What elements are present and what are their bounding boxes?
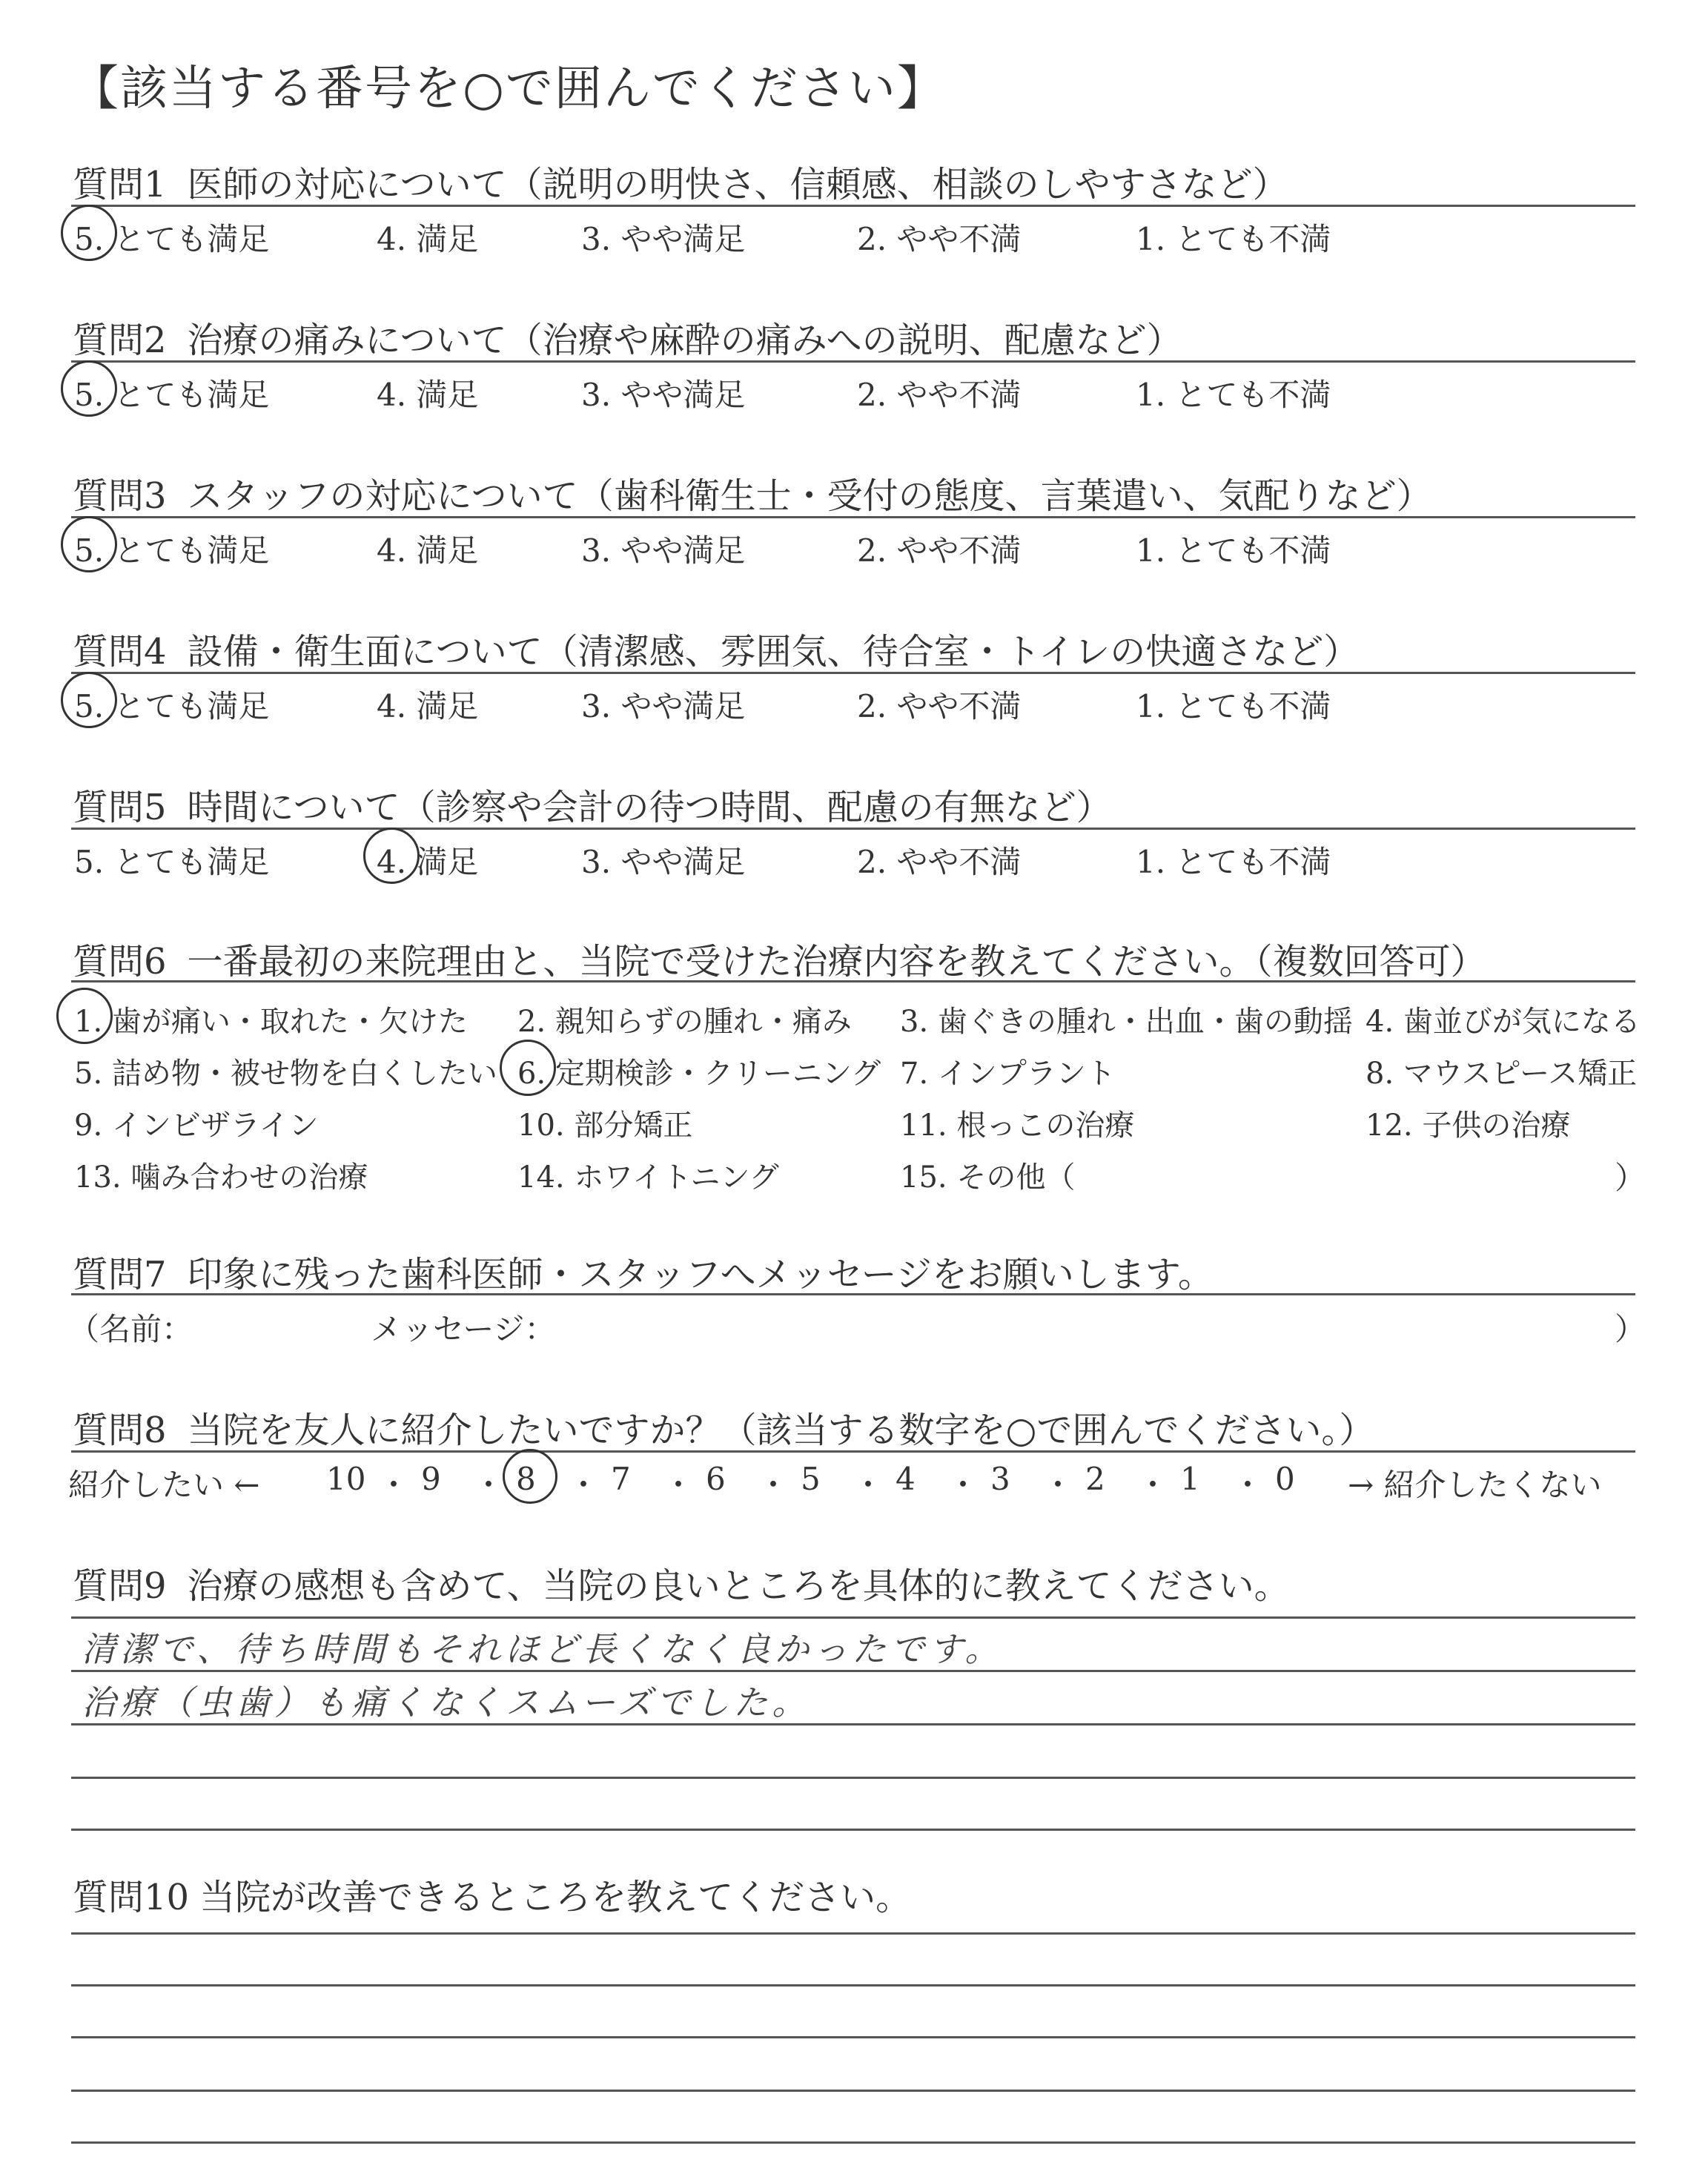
question-1-title bbox=[73, 156, 1288, 207]
question-6-text: 一番最初の来院理由と、当院で受けた治療内容を教えてください。（複数回答可） bbox=[187, 941, 1486, 982]
question-4-text: 設備・衛生面について（清潔感、雰囲気、待合室・トイレの快適さなど） bbox=[187, 631, 1360, 673]
rating-option-3[interactable]: 3. やや満足 bbox=[581, 377, 746, 413]
question-8-text: 当院を友人に紹介したいですか？（該当する数字を○で囲んでください。） bbox=[187, 1410, 1375, 1451]
question-7-text: 印象に残った歯科医師・スタッフへメッセージをお願いします。 bbox=[187, 1254, 1214, 1295]
question-3-number: 質問3 bbox=[73, 475, 167, 517]
q8-scale-6[interactable]: 6 bbox=[706, 1461, 726, 1497]
divider bbox=[71, 1450, 1635, 1453]
rating-option-2[interactable]: 2. やや不満 bbox=[857, 688, 1022, 724]
q8-right-label: → 紹介したくない bbox=[1348, 1467, 1602, 1503]
rating-option-4[interactable]: 4. 満足 bbox=[377, 377, 479, 413]
question-2-options bbox=[68, 371, 1640, 415]
q8-separator: ・ bbox=[1232, 1467, 1264, 1503]
q6-option-10[interactable]: 10. 部分矯正 bbox=[517, 1109, 693, 1143]
rating-option-2[interactable]: 2. やや不満 bbox=[857, 377, 1022, 413]
question-8-number: 質問8 bbox=[73, 1410, 167, 1451]
rating-option-4[interactable]: 4. 満足 bbox=[377, 688, 479, 724]
question-3-title bbox=[73, 467, 1432, 518]
question-2-text: 治療の痛みについて（治療や麻酔の痛みへの説明、配慮など） bbox=[187, 320, 1182, 361]
q8-scale-5[interactable]: 5 bbox=[801, 1461, 821, 1497]
question-9-number: 質問9 bbox=[73, 1565, 167, 1607]
question-3-text: スタッフの対応について（歯科衛生士・受付の態度、言葉遣い、気配りなど） bbox=[187, 475, 1432, 517]
q8-scale-1[interactable]: 1 bbox=[1180, 1461, 1200, 1497]
q8-separator: ・ bbox=[947, 1467, 979, 1503]
q6-option-3[interactable]: 3. 歯ぐきの腫れ・出血・歯の動揺 bbox=[900, 1005, 1353, 1039]
rating-option-3[interactable]: 3. やや満足 bbox=[581, 532, 746, 569]
rating-option-3[interactable]: 3. やや満足 bbox=[581, 221, 746, 257]
q8-separator: ・ bbox=[1042, 1467, 1074, 1503]
answer-line bbox=[71, 1829, 1635, 1831]
q6-option-12[interactable]: 12. 子供の治療 bbox=[1366, 1109, 1571, 1143]
answer-line bbox=[71, 2090, 1635, 2092]
rating-option-2[interactable]: 2. やや不満 bbox=[857, 844, 1022, 880]
question-5-options bbox=[68, 838, 1640, 882]
answer-line bbox=[71, 1984, 1635, 1986]
divider bbox=[71, 828, 1635, 830]
rating-option-5[interactable]: 5. とても満足 bbox=[74, 221, 270, 257]
rating-option-5[interactable]: 5. とても満足 bbox=[74, 532, 270, 569]
rating-option-4[interactable]: 4. 満足 bbox=[377, 844, 479, 880]
q6-option-5[interactable]: 5. 詰め物・被せ物を白くしたい bbox=[74, 1057, 497, 1091]
q8-scale-10[interactable]: 10 bbox=[326, 1461, 366, 1497]
q6-option-9[interactable]: 9. インビザライン bbox=[74, 1109, 319, 1143]
rating-option-3[interactable]: 3. やや満足 bbox=[581, 844, 746, 880]
rating-option-5[interactable]: 5. とても満足 bbox=[74, 844, 270, 880]
rating-option-3[interactable]: 3. やや満足 bbox=[581, 688, 746, 724]
rating-option-5[interactable]: 5. とても満足 bbox=[74, 688, 270, 724]
q8-separator: ・ bbox=[378, 1467, 410, 1503]
question-4-options bbox=[68, 682, 1640, 727]
rating-option-1[interactable]: 1. とても不満 bbox=[1136, 377, 1331, 413]
q9-handwritten-answer-2: 治療（虫歯）も痛くなくスムーズでした。 bbox=[82, 1682, 811, 1723]
rating-option-2[interactable]: 2. やや不満 bbox=[857, 221, 1022, 257]
question-7-title bbox=[73, 1246, 1214, 1297]
question-10-text: 当院が改善できるところを教えてください。 bbox=[199, 1877, 912, 1918]
question-3-options bbox=[68, 526, 1640, 571]
q8-separator: ・ bbox=[663, 1467, 695, 1503]
q8-scale-9[interactable]: 9 bbox=[421, 1461, 441, 1497]
q6-option-6[interactable]: 6. 定期検診・クリーニング bbox=[517, 1057, 881, 1091]
rating-option-2[interactable]: 2. やや不満 bbox=[857, 532, 1022, 569]
answer-line bbox=[71, 1777, 1635, 1779]
q8-separator: ・ bbox=[568, 1467, 600, 1503]
q7-message-label: メッセージ： bbox=[371, 1311, 556, 1347]
question-1-text: 医師の対応について（説明の明快さ、信頼感、相談のしやすさなど） bbox=[187, 164, 1288, 205]
q7-name-label: （名前： bbox=[68, 1311, 193, 1347]
question-10-number: 質問10 bbox=[73, 1877, 190, 1918]
rating-option-1[interactable]: 1. とても不満 bbox=[1136, 221, 1331, 257]
rating-option-1[interactable]: 1. とても不満 bbox=[1136, 532, 1331, 569]
rating-option-4[interactable]: 4. 満足 bbox=[377, 221, 479, 257]
q8-scale-2[interactable]: 2 bbox=[1085, 1461, 1105, 1497]
question-1-options bbox=[68, 215, 1640, 260]
rating-option-1[interactable]: 1. とても不満 bbox=[1136, 844, 1331, 880]
divider bbox=[71, 516, 1635, 518]
question-7-number: 質問7 bbox=[73, 1254, 167, 1295]
question-4-number: 質問4 bbox=[73, 631, 167, 673]
q6-option-7[interactable]: 7. インプラント bbox=[900, 1057, 1116, 1091]
rating-option-1[interactable]: 1. とても不満 bbox=[1136, 688, 1331, 724]
question-5-text: 時間について（診察や会計の待つ時間、配慮の有無など） bbox=[187, 787, 1112, 828]
q9-handwritten-answer-1: 清潔で、待ち時間もそれほど長くなく良かったです。 bbox=[82, 1629, 1004, 1669]
q8-separator: ・ bbox=[1137, 1467, 1169, 1503]
question-9-text: 治療の感想も含めて、当院の良いところを具体的に教えてください。 bbox=[187, 1565, 1290, 1607]
answer-line bbox=[71, 2036, 1635, 2038]
q6-option-15[interactable]: 15. その他（ bbox=[900, 1160, 1076, 1195]
question-10-title bbox=[73, 1869, 911, 1920]
question-5-number: 質問5 bbox=[73, 787, 167, 828]
q6-option-13[interactable]: 13. 噛み合わせの治療 bbox=[74, 1160, 368, 1195]
divider bbox=[71, 672, 1635, 674]
rating-option-5[interactable]: 5. とても満足 bbox=[74, 377, 270, 413]
divider bbox=[71, 360, 1635, 363]
page-title: 【該当する番号を○で囲んでください】 bbox=[71, 62, 946, 116]
q6-option-1[interactable]: 1. 歯が痛い・取れた・欠けた bbox=[74, 1005, 468, 1039]
question-2-number: 質問2 bbox=[73, 320, 167, 361]
question-4-title bbox=[73, 623, 1359, 674]
question-6-title bbox=[73, 933, 1486, 984]
question-2-title bbox=[73, 311, 1182, 363]
q6-option-4[interactable]: 4. 歯並びが気になる bbox=[1366, 1005, 1641, 1039]
divider bbox=[71, 205, 1635, 207]
question-6-number: 質問6 bbox=[73, 941, 167, 982]
q6-option-8[interactable]: 8. マウスピース矯正 bbox=[1366, 1057, 1638, 1091]
question-8-title bbox=[73, 1401, 1374, 1453]
question-5-title bbox=[73, 779, 1112, 830]
answer-line bbox=[71, 2141, 1635, 2144]
divider bbox=[71, 980, 1635, 982]
q8-scale-0[interactable]: 0 bbox=[1275, 1461, 1295, 1497]
q8-separator: ・ bbox=[473, 1467, 505, 1503]
q8-separator: ・ bbox=[853, 1467, 884, 1503]
q8-scale-4[interactable]: 4 bbox=[896, 1461, 916, 1497]
divider bbox=[71, 1293, 1635, 1295]
q6-closing-paren: ） bbox=[1615, 1160, 1646, 1196]
q8-scale-7[interactable]: 7 bbox=[611, 1461, 631, 1497]
question-1-number: 質問1 bbox=[73, 164, 167, 205]
q8-scale-8[interactable]: 8 bbox=[516, 1461, 536, 1497]
q8-scale-3[interactable]: 3 bbox=[990, 1461, 1010, 1497]
q6-option-11[interactable]: 11. 根っこの治療 bbox=[900, 1109, 1135, 1143]
q6-option-2[interactable]: 2. 親知らずの腫れ・痛み bbox=[517, 1005, 852, 1039]
answer-line bbox=[71, 1616, 1635, 1619]
q8-separator: ・ bbox=[758, 1467, 790, 1503]
q6-option-14[interactable]: 14. ホワイトニング bbox=[517, 1160, 779, 1195]
question-9-title bbox=[73, 1557, 1290, 1608]
q8-left-label: 紹介したい ← bbox=[68, 1467, 260, 1503]
q7-closing-paren: ） bbox=[1615, 1311, 1646, 1347]
rating-option-4[interactable]: 4. 満足 bbox=[377, 532, 479, 569]
answer-line bbox=[71, 1932, 1635, 1935]
